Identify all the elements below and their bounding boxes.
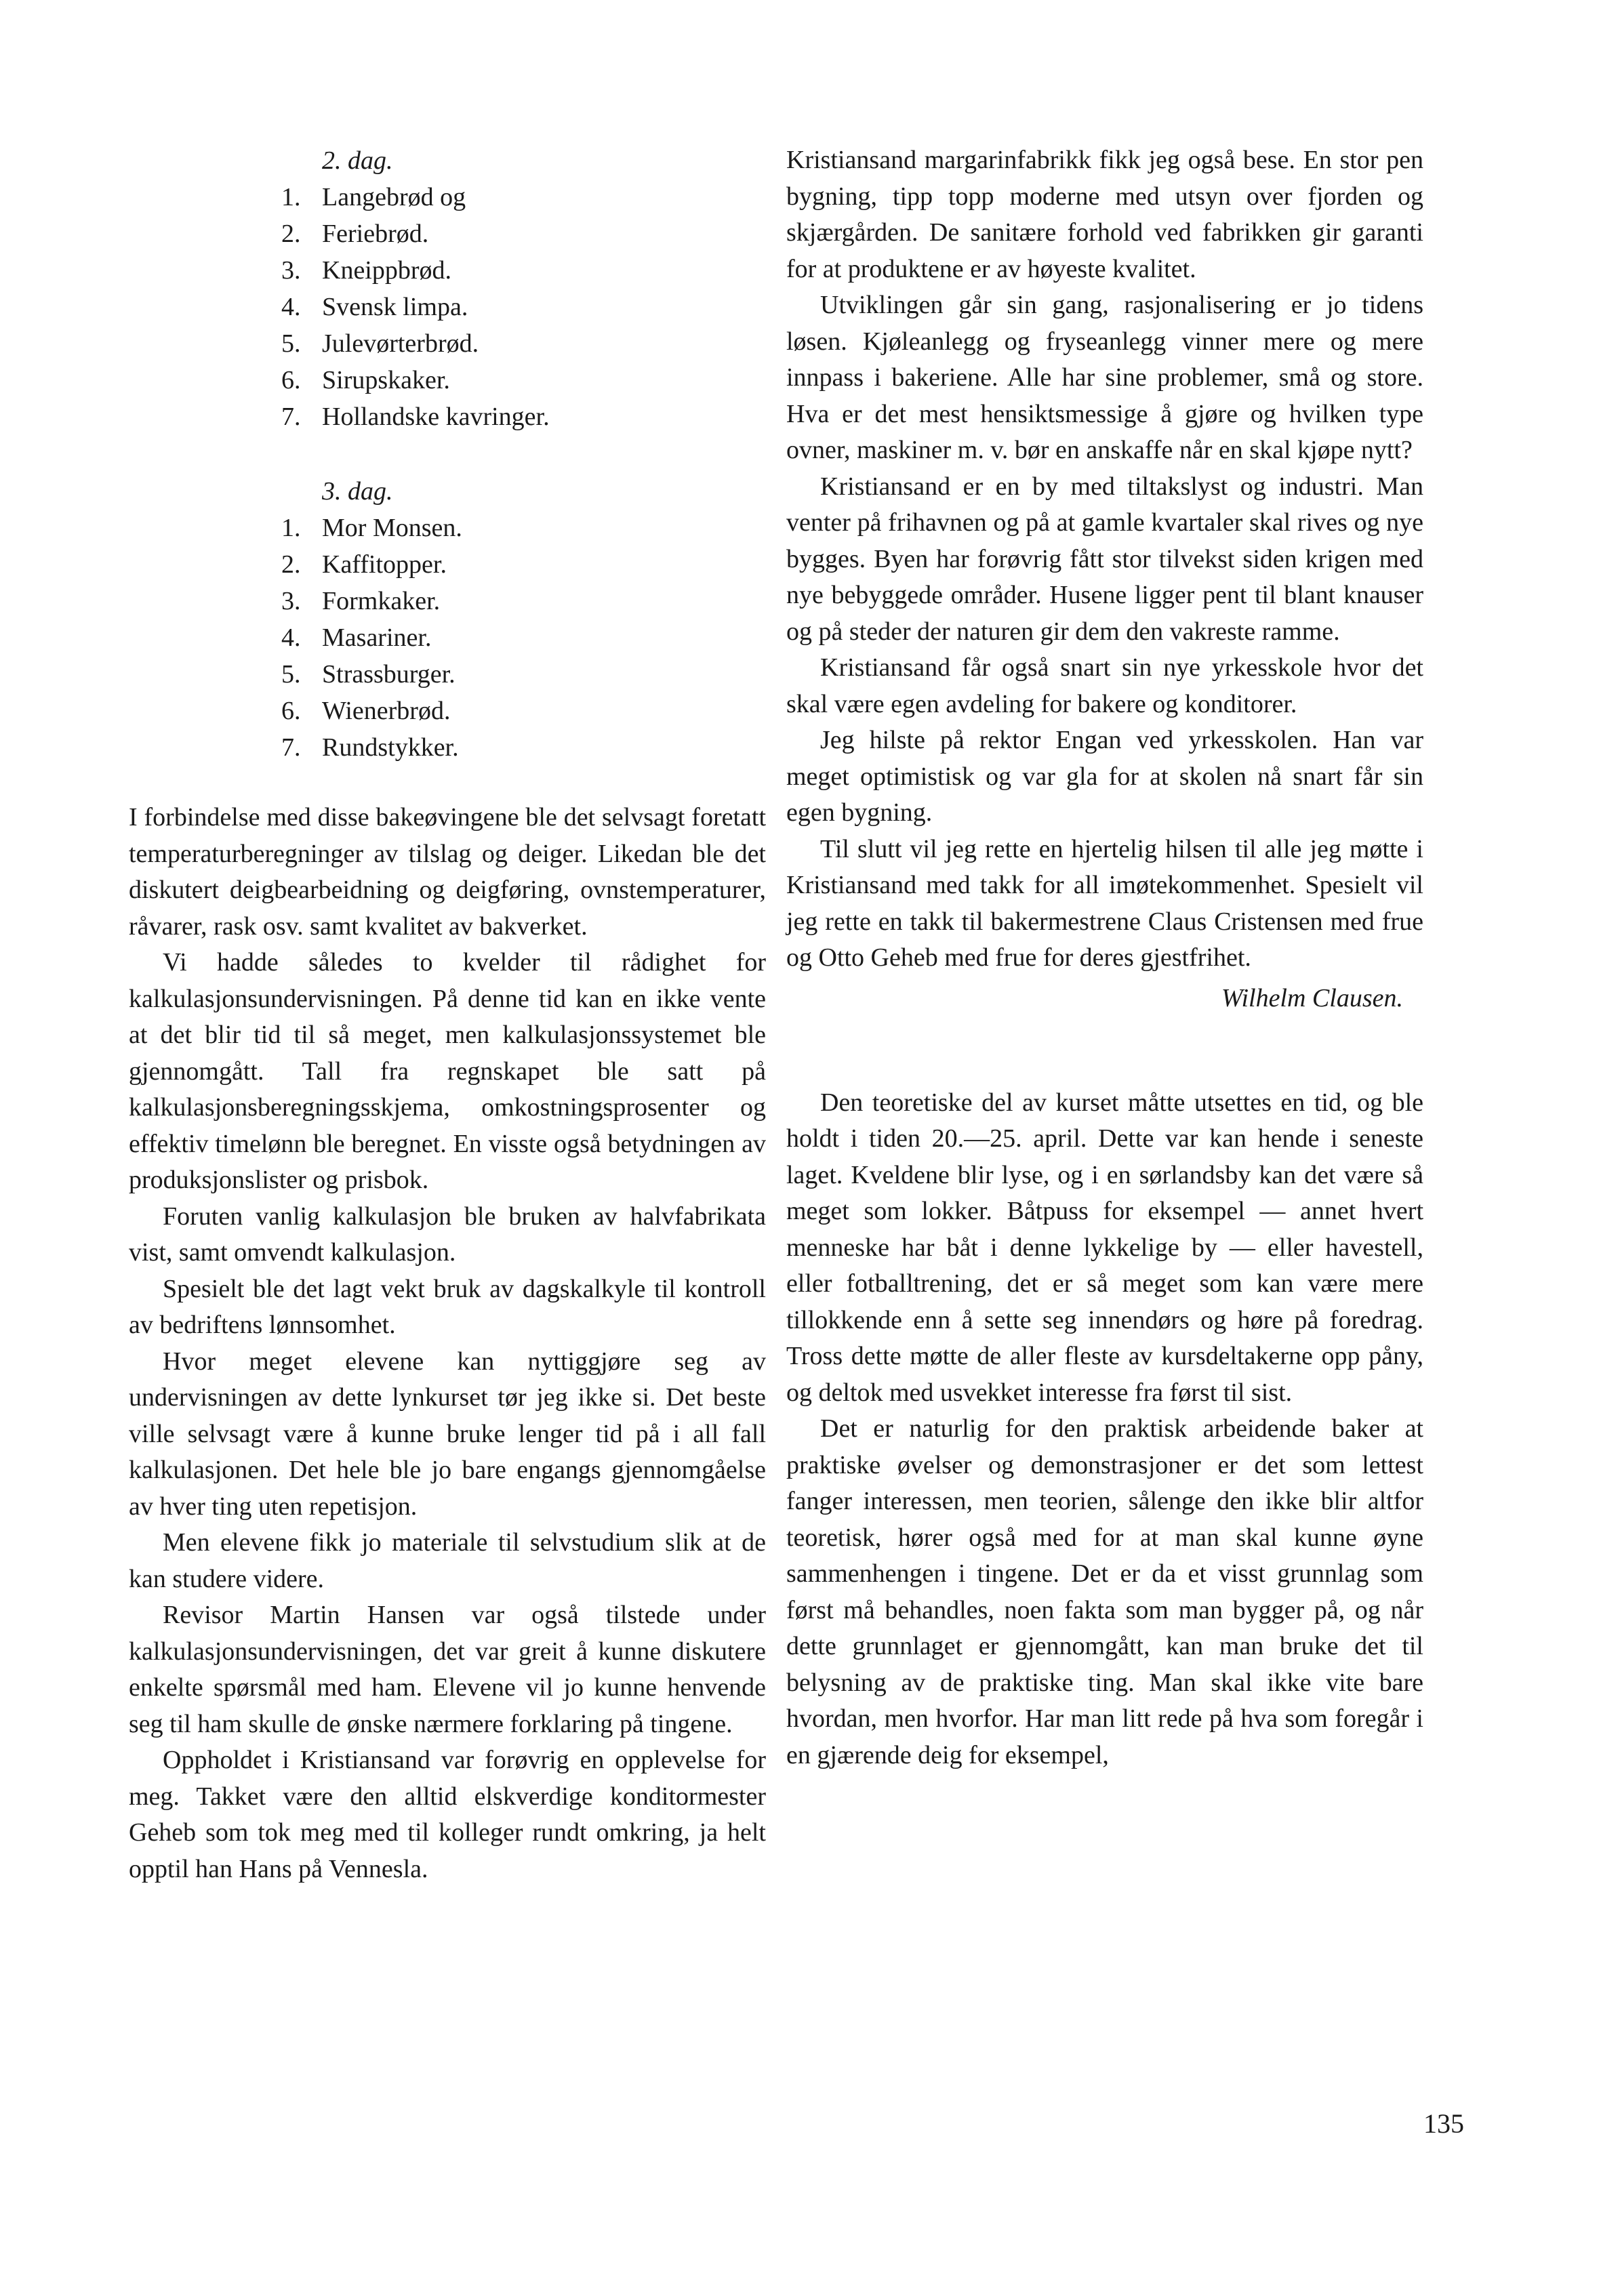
list-text: Svensk limpa.	[322, 293, 468, 321]
list-text: Strassburger.	[322, 660, 455, 689]
list-item	[281, 619, 766, 656]
list-text: Feriebrød.	[322, 220, 429, 248]
paragraph: Det er naturlig for den praktisk arbeidende baker at praktiske øvelser og demonstrasjoner er det som lettest fanger interessen, men teorien, sålenge den ikke blir altfor teoretisk, hører også med for at man skal kunne øyne sammenhengen i tingene. Det er da et visst grunnlag som først må behandles, noen fakta som man bygger på, og når dette grunnlaget er gjennomgått, kan man bruke det til belysning av de praktiske ting. Man skal ikke vite bare hvordan, men hvorfor. Har man litt rede på hva som foregår i en gjærende deig for eksempel,	[786, 1414, 1423, 1769]
paragraph: Kristiansand får også snart sin nye yrkesskole hvor det skal være egen avdeling for bakere og konditorer.	[786, 653, 1423, 718]
list-item	[281, 252, 766, 289]
list-text: Mor Monsen.	[322, 514, 462, 542]
list-number: 4.	[281, 623, 301, 652]
page-number: 135	[1423, 2108, 1464, 2139]
paragraph: Kristiansand margarinfabrikk fikk jeg også bese. En stor pen bygning, tipp topp moderne med utsyn over fjorden og skjærgården. De sanitære forhold ved fabrikken gir garanti for at produktene er av høyeste kvalitet.	[786, 146, 1423, 283]
list-item	[281, 289, 766, 325]
paragraph: I forbindelse med disse bakeøvingene ble det selvsagt foretatt temperaturberegninger av tilslag og deiger. Likedan ble det diskutert deigbearbeidning og deigføring, ovnstemperaturer, råvarer, rask osv. samt kvalitet av bakverket.	[129, 803, 766, 941]
list-number: 2.	[281, 550, 301, 579]
list-number: 1.	[281, 514, 301, 542]
list-text: Kneippbrød.	[322, 256, 452, 285]
paragraph: Men elevene fikk jo materiale til selvstudium slik at de kan studere videre.	[129, 1528, 766, 1593]
list-number: 3.	[281, 587, 301, 615]
day2-heading: 2. dag.	[322, 146, 393, 175]
paragraph: Utviklingen går sin gang, rasjonalisering er jo tidens løsen. Kjøleanlegg og fryseanlegg vinner mere og mere innpass i bakeriene. Alle har sine problemer, små og store. Hva er det mest hensiktsmessige å gjøre og hvilken type ovner, maskiner m. v. bør en anskaffe når en skal kjøpe nytt?	[786, 291, 1423, 464]
list-item	[281, 179, 766, 216]
list-item	[281, 325, 766, 362]
list-number: 7.	[281, 403, 301, 431]
list-item	[281, 510, 766, 546]
list-text: Masariner.	[322, 623, 432, 652]
list-text: Hollandske kavringer.	[322, 403, 550, 431]
paragraph: Oppholdet i Kristiansand var forøvrig en opplevelse for meg. Takket være den alltid elskverdige konditormester Geheb som tok meg med til kolleger rundt omkring, ja helt opptil han Hans på Vennesla.	[129, 1746, 766, 1883]
list-item	[281, 656, 766, 693]
list-text: Kaffitopper.	[322, 550, 447, 579]
author-signature: Wilhelm Clausen.	[1221, 983, 1403, 1012]
list-number: 1.	[281, 183, 301, 211]
list-item	[281, 546, 766, 583]
paragraph: Jeg hilste på rektor Engan ved yrkesskolen. Han var meget optimistisk og var gla for at skolen nå snart får sin egen bygning.	[786, 726, 1423, 827]
list-text: Rundstykker.	[322, 733, 459, 762]
paragraph: Revisor Martin Hansen var også tilstede under kalkulasjonsundervisningen, det var greit å kunne diskutere enkelte spørsmål med ham. Elevene vil jo kunne henvende seg til ham skulle de ønske nærmere forklaring på tingene.	[129, 1601, 766, 1738]
list-text: Sirupskaker.	[322, 366, 450, 394]
list-text: Langebrød og	[322, 183, 466, 211]
list-item	[281, 729, 766, 766]
list-number: 2.	[281, 220, 301, 248]
paragraph: Kristiansand er en by med tiltakslyst og industri. Man venter på frihavnen og på at gamle kvartaler skal rives og nye bygges. Byen har forøvrig fått stor tilvekst siden krigen med nye bebyggede områder. Husene ligger pent til blant knauser og på steder der naturen gir dem den vakreste ramme.	[786, 472, 1423, 646]
list-number: 5.	[281, 329, 301, 358]
paragraph: Hvor meget elevene kan nyttiggjøre seg av undervisningen av dette lynkurset tør jeg ikke si. Det beste ville selvsagt være å kunne bruke lenger tid på i all fall kalkulasjonen. Det hele ble jo bare engangs gjennomgåelse av hver ting uten repetisjon.	[129, 1347, 766, 1521]
day2-list	[281, 142, 766, 766]
list-number: 4.	[281, 293, 301, 321]
paragraph: Foruten vanlig kalkulasjon ble bruken av halvfabrikata vist, samt omvendt kalkulasjon.	[129, 1202, 766, 1267]
paragraph: Til slutt vil jeg rette en hjertelig hilsen til alle jeg møtte i Kristiansand med takk for all imøtekommenhet. Spesielt vil jeg rette en takk til bakermestrene Claus Cristensen med frue og Otto Geheb med frue for deres gjestfrihet.	[786, 834, 1423, 972]
left-column	[129, 142, 766, 1887]
paragraph: Spesielt ble det lagt vekt bruk av dagskalkyle til kontroll av bedriftens lønnsomhet.	[129, 1274, 766, 1339]
paragraph: Den teoretiske del av kurset måtte utsettes en tid, og ble holdt i tiden 20.—25. april. Dette var kan hende i seneste laget. Kveldene blir lyse, og i en sørlandsby kan det være så meget som lokker. Båtpuss for eksempel — annet hvert menneske har båt i denne lykkelige by — eller havestell, eller fotballtrening, det er så meget som kan være mere tillokkende enn å sette seg innendørs og høre på foredrag. Tross dette møtte de aller fleste av kursdeltakerne opp påny, og deltok med usvekket interesse fra først til sist.	[786, 1088, 1423, 1407]
list-number: 6.	[281, 697, 301, 725]
day3-heading: 3. dag.	[322, 477, 393, 506]
list-item	[281, 362, 766, 398]
list-number: 3.	[281, 256, 301, 285]
right-column	[786, 142, 1423, 1774]
second-article	[786, 1085, 1423, 1774]
paragraph: Vi hadde således to kvelder til rådighet for kalkulasjonsundervisningen. På denne tid kan en ikke vente at det blir tid til så meget, men kalkulasjonssystemet ble gjennomgått. Tall fra regnskapet ble satt på kalkulasjonsberegningsskjema, omkostningsprosenter og effektiv timelønn ble beregnet. En visste også betydningen av produksjonslister og prisbok.	[129, 948, 766, 1194]
list-item	[281, 398, 766, 435]
list-item	[281, 216, 766, 252]
list-item	[281, 693, 766, 729]
list-number: 7.	[281, 733, 301, 762]
list-number: 6.	[281, 366, 301, 394]
list-text: Wienerbrød.	[322, 697, 451, 725]
list-text: Julevørterbrød.	[322, 329, 479, 358]
list-number: 5.	[281, 660, 301, 689]
list-text: Formkaker.	[322, 587, 441, 615]
list-item	[281, 583, 766, 619]
